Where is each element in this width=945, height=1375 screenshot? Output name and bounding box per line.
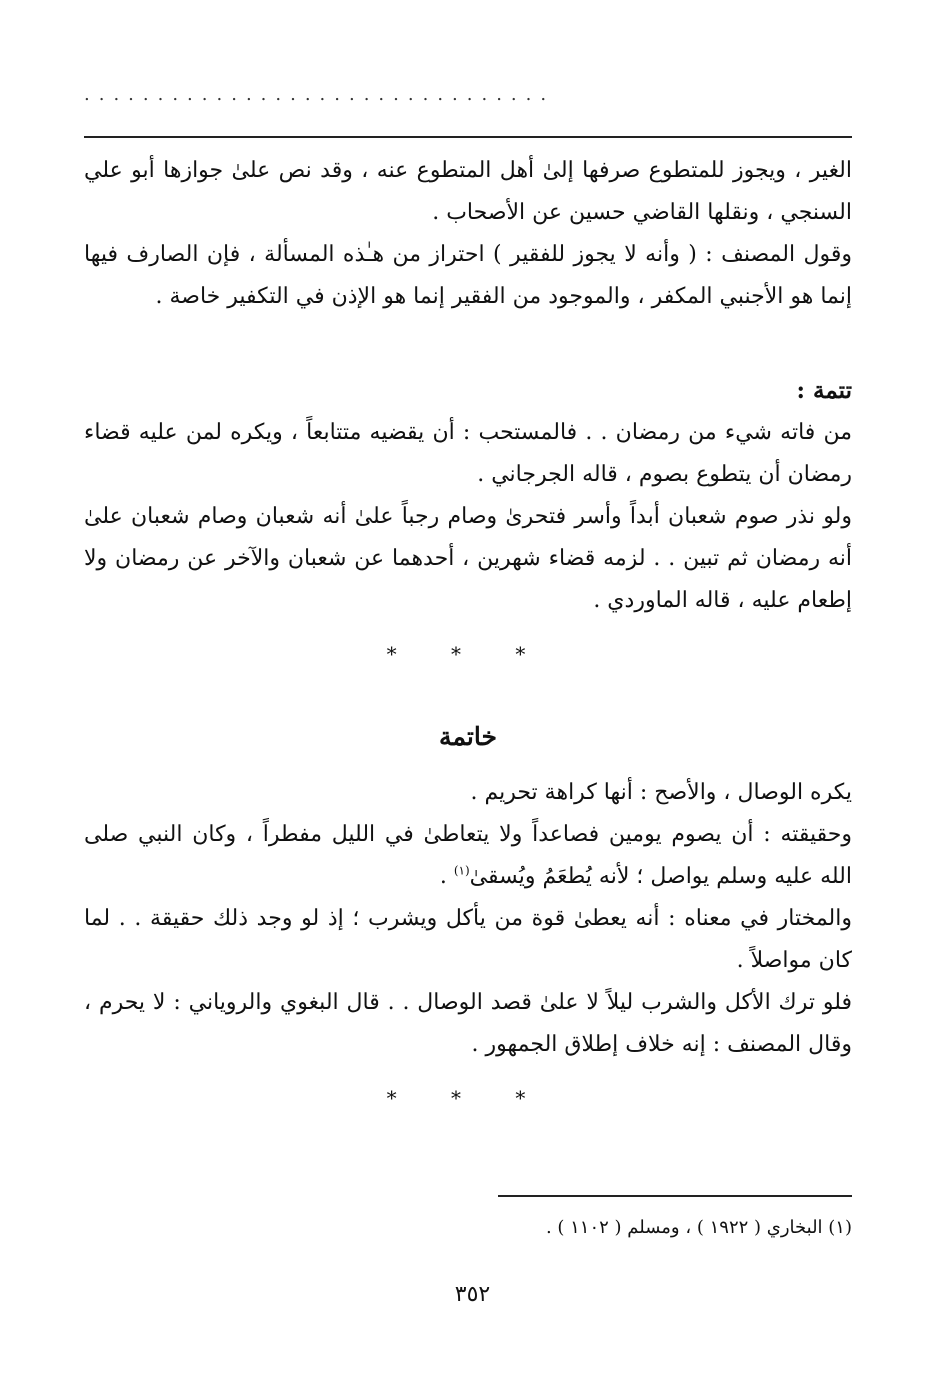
header-rule [84, 136, 852, 138]
header-dots: ................................ [84, 84, 556, 105]
paragraph-tatimma-1: من فاته شيء من رمضان . . فالمستحب : أن يقضيه متتابعاً ، ويكره لمن عليه قضاء رمضان أن يتطوع بصوم ، قاله الجرجاني . [84, 420, 852, 487]
section-separator: * * * [386, 642, 550, 666]
paragraph-author-note: وقول المصنف : ( وأنه لا يجوز للفقير ) احتراز من هـٰذه المسألة ، فإن الصارف فيها إنما هو الأجنبي المكفر ، والموجود من الفقير إنما هو الإذن في التكفير خاصة . [84, 242, 852, 309]
paragraph-tatimma-2: ولو نذر صوم شعبان أبداً وأسر فتحرىٰ وصام رجباً علىٰ أنه شعبان وصام شعبان علىٰ أنه رمضان ثم تبين . . لزمه قضاء شهرين ، أحدهما عن شعبان والآخر عن رمضان ولا إطعام عليه ، قاله الماوردي . [84, 504, 852, 613]
footnote-ref: (١) [453, 863, 470, 878]
section-separator-end: * * * [386, 1086, 550, 1110]
paragraph-khatima-3: والمختار في معناه : أنه يعطىٰ قوة من يأكل ويشرب ؛ إذ لو وجد ذلك حقيقة . . لما كان مواصلاً . [84, 906, 852, 973]
paragraph-khatima-2-text: وحقيقته : أن يصوم يومين فصاعداً ولا يتعاطىٰ في الليل مفطراً ، وكان النبي صلى الله عليه وسلم يواصل ؛ لأنه يُطعَمُ ويُسقىٰ [84, 822, 852, 889]
paragraph-continuation: الغير ، ويجوز للمتطوع صرفها إلىٰ أهل المتطوع عنه ، وقد نص علىٰ جوازها أبو علي السنجي ، ونقلها القاضي حسين عن الأصحاب . [84, 158, 853, 225]
page-number: ٣٥٢ [454, 1282, 491, 1307]
paragraph-khatima-2-end: . [439, 864, 454, 889]
page-body [84, 150, 852, 1118]
section-heading-tatimma: تتمة : [796, 377, 852, 404]
paragraph-khatima-2 [84, 814, 852, 898]
section-title-khatima: خاتمة [439, 722, 497, 751]
footnote: (١) البخاري ( ١٩٢٢ ) ، ومسلم ( ١١٠٢ ) . [545, 1217, 852, 1238]
paragraph-khatima-4: فلو ترك الأكل والشرب ليلاً لا علىٰ قصد الوصال . . قال البغوي والروياني : لا يحرم ، وقال المصنف : إنه خلاف إطلاق الجمهور . [84, 990, 852, 1057]
paragraph-khatima-1: يكره الوصال ، والأصح : أنها كراهة تحريم . [470, 780, 852, 805]
footnote-rule [498, 1195, 852, 1197]
